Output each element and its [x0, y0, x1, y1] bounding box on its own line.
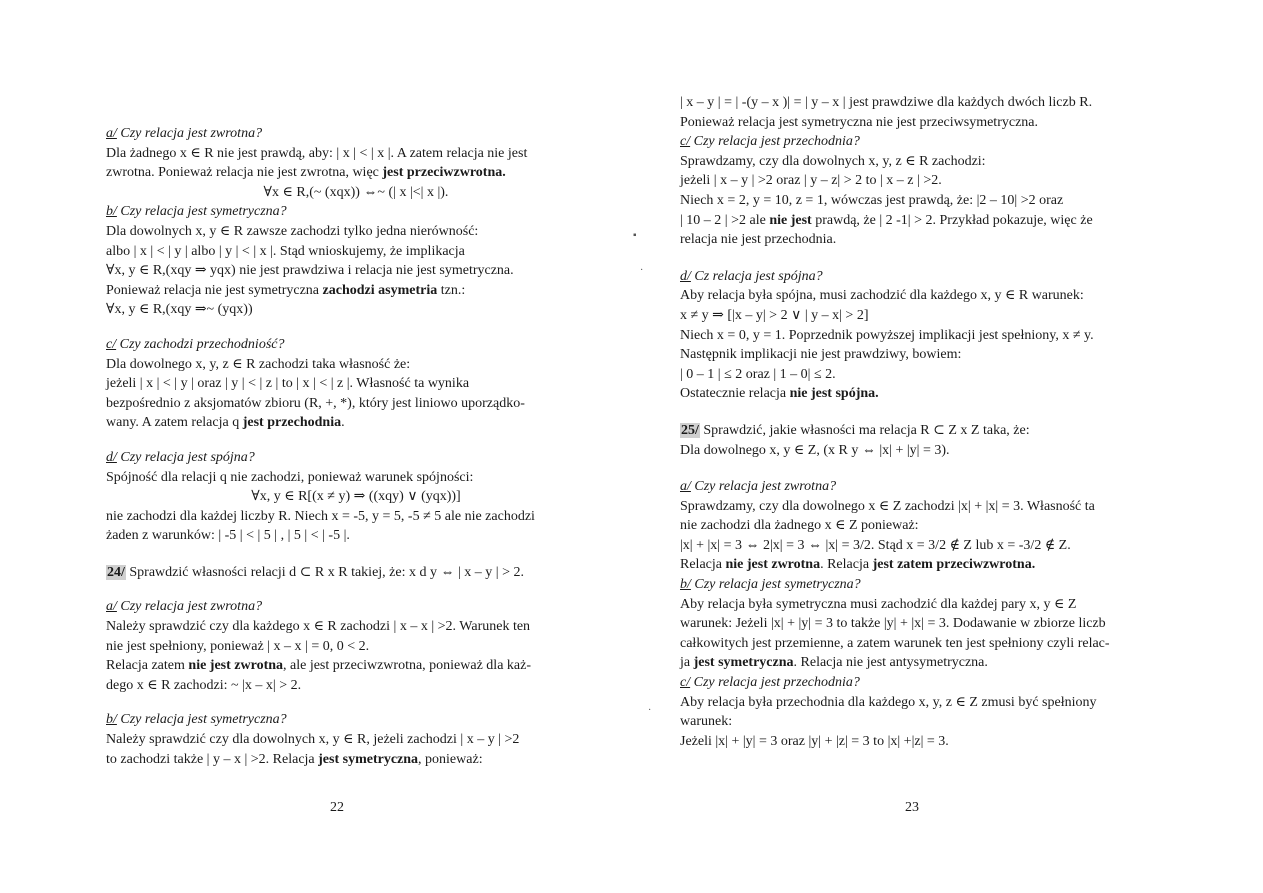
- text-line: żaden z warunków: | -5 | < | 5 | , | 5 | < | -5 |.: [106, 528, 350, 544]
- text-line: Relacja zatem nie jest zwrotna, ale jest przeciwzwrotna, ponieważ dla każ-: [106, 658, 532, 674]
- text-line: warunek: Jeżeli |x| + |y| = 3 to także |y| + |x| = 3. Dodawanie w zbiorze liczb: [680, 616, 1106, 632]
- text-line: ∀x, y ∈ R,(xqy ⇒ yqx) nie jest prawdziwa i relacja nie jest symetryczna.: [106, 263, 514, 279]
- page-number-right: 23: [905, 800, 919, 815]
- text-line: Niech x = 2, y = 10, z = 1, wówczas jest prawdą, że: |2 – 10| >2 oraz: [680, 192, 1064, 208]
- text-line: dego x ∈ R zachodzi: ~ |x – x| > 2.: [106, 677, 302, 693]
- text-line: wany. A zatem relacja q jest przechodnia.: [106, 415, 345, 431]
- text-line: Aby relacja była symetryczna musi zachodzić dla każdej pary x, y ∈ Z: [680, 596, 1077, 612]
- text-line: |x| + |x| = 3 ⇔ 2|x| = 3 ⇔ |x| = 3/2. Stąd x = 3/2 ∉ Z lub x = -3/2 ∉ Z.: [680, 537, 1071, 553]
- text-line: Jeżeli |x| + |y| = 3 oraz |y| + |z| = 3 to |x| +|z| = 3.: [680, 733, 949, 749]
- text-line: nie zachodzi dla każdej liczby R. Niech x = -5, y = 5, -5 ≠ 5 ale nie zachodzi: [106, 508, 535, 524]
- text-line: jeżeli | x | < | y | oraz | y | < | z | to | x | < | z |. Własność ta wynika: [106, 376, 470, 392]
- text-line: | x – y | = | -(y – x )| = | y – x | jest prawdziwe dla każdych dwóch liczb R.: [680, 95, 1093, 110]
- text-line: Dla dowolnego x, y, z ∈ R zachodzi taka własność że:: [106, 356, 411, 372]
- task-heading: 24/ Sprawdzić własności relacji d ⊂ R x R takiej, że: x d y ⇔ | x – y | > 2.: [107, 564, 524, 580]
- section-heading: b/ Czy relacja jest symetryczna?: [106, 204, 287, 220]
- text-line: Sprawdzamy, czy dla dowolnego x ∈ Z zachodzi |x| + |x| = 3. Własność ta: [680, 498, 1095, 514]
- text-line: Spójność dla relacji q nie zachodzi, ponieważ warunek spójności:: [106, 469, 474, 485]
- section-heading: a/ Czy relacja jest zwrotna?: [106, 599, 263, 615]
- text-line: bezpośrednio z aksjomatów zbioru (R, +, *), który jest liniowo uporządko-: [106, 395, 525, 411]
- scan-speck: ·: [640, 265, 644, 276]
- section-heading: c/ Czy zachodzi przechodniość?: [106, 336, 285, 352]
- text-line: całkowitych jest przemienne, a zatem warunek ten jest spełniony czyli relac-: [680, 635, 1110, 651]
- section-heading: a/ Czy relacja jest zwrotna?: [106, 126, 263, 141]
- text-line: Ponieważ relacja jest symetryczna nie jest przeciwsymetryczna.: [680, 114, 1039, 130]
- text-line: Ponieważ relacja nie jest symetryczna zachodzi asymetria tzn.:: [106, 282, 466, 298]
- text-line: Relacja nie jest zwrotna. Relacja jest zatem przeciwzwrotna.: [680, 557, 1036, 573]
- section-heading: c/ Czy relacja jest przechodnia?: [680, 134, 860, 150]
- left-page: [106, 124, 606, 769]
- section-heading: c/ Czy relacja jest przechodnia?: [680, 675, 860, 691]
- section-heading: a/ Czy relacja jest zwrotna?: [680, 479, 837, 495]
- section-heading: b/ Czy relacja jest symetryczna?: [106, 712, 287, 728]
- text-line: Należy sprawdzić czy dla dowolnych x, y ∈ R, jeżeli zachodzi | x – y | >2: [106, 732, 520, 748]
- text-line: relacja nie jest przechodnia.: [680, 232, 837, 248]
- formula: x ≠ y ⇒ [|x – y| > 2 ∨ | y – x| > 2]: [680, 307, 869, 323]
- formula: ∀x ∈ R,(~ (xqx)) ⇔~ (| x |<| x |).: [263, 184, 449, 200]
- text-line: albo | x | < | y | albo | y | < | x |. Stąd wnioskujemy, że implikacja: [106, 243, 465, 259]
- scan-speck: ▪: [633, 230, 637, 241]
- text-line: to zachodzi także | y – x | >2. Relacja jest symetryczna, ponieważ:: [106, 751, 483, 767]
- text-line: Dla żadnego x ∈ R nie jest prawdą, aby: | x | < | x |. A zatem relacja nie jest: [106, 145, 528, 161]
- text-line: Następnik implikacji nie jest prawdziwy, bowiem:: [680, 347, 962, 363]
- text-line: warunek:: [680, 714, 733, 730]
- section-heading: d/ Cz relacja jest spójna?: [680, 268, 823, 284]
- text-line: Aby relacja była spójna, musi zachodzić dla każdego x, y ∈ R warunek:: [680, 288, 1084, 304]
- text-line: Ostatecznie relacja nie jest spójna.: [680, 386, 879, 402]
- text-line: Aby relacja była przechodnia dla każdego x, y, z ∈ Z zmusi być spełniony: [680, 694, 1097, 710]
- text-line: ja jest symetryczna. Relacja nie jest antysymetryczna.: [680, 655, 988, 671]
- page-number-left: 22: [330, 800, 344, 815]
- text-line: Niech x = 0, y = 1. Poprzednik powyższej implikacji jest spełniony, x ≠ y.: [680, 327, 1094, 343]
- text-line: nie zachodzi dla żadnego x ∈ Z ponieważ:: [680, 518, 919, 534]
- right-page: [680, 93, 1200, 751]
- text-line: Należy sprawdzić czy dla każdego x ∈ R zachodzi | x – x | >2. Warunek ten: [106, 619, 531, 635]
- task-heading: 25/ Sprawdzić, jakie własności ma relacja R ⊂ Z x Z taka, że:: [681, 422, 1030, 438]
- text-line: jeżeli | x – y | >2 oraz | y – z| > 2 to | x – z | >2.: [680, 173, 942, 189]
- text-line: Sprawdzamy, czy dla dowolnych x, y, z ∈ R zachodzi:: [680, 153, 986, 169]
- section-heading: b/ Czy relacja jest symetryczna?: [680, 577, 861, 593]
- formula: ∀x, y ∈ R,(xqy ⇒~ (yqx)): [106, 302, 253, 318]
- text-line: nie jest spełniony, ponieważ | x – x | = 0, 0 < 2.: [106, 638, 370, 654]
- text-line: Dla dowolnych x, y ∈ R zawsze zachodzi tylko jedna nierówność:: [106, 223, 479, 239]
- text-line: | 10 – 2 | >2 ale nie jest prawdą, że | 2 -1| > 2. Przykład pokazuje, więc że: [680, 212, 1093, 228]
- formula: ∀x, y ∈ R[(x ≠ y) ⇒ ((xqy) ∨ (yqx))]: [251, 489, 461, 505]
- section-heading: d/ Czy relacja jest spójna?: [106, 449, 255, 465]
- scan-speck: ·: [648, 705, 652, 716]
- text-line: zwrotna. Ponieważ relacja nie jest zwrotna, więc jest przeciwzwrotna.: [106, 165, 506, 181]
- text-line: Dla dowolnego x, y ∈ Z, (x R y ⇔ |x| + |y| = 3).: [680, 442, 950, 458]
- text-line: | 0 – 1 | ≤ 2 oraz | 1 – 0| ≤ 2.: [680, 366, 836, 382]
